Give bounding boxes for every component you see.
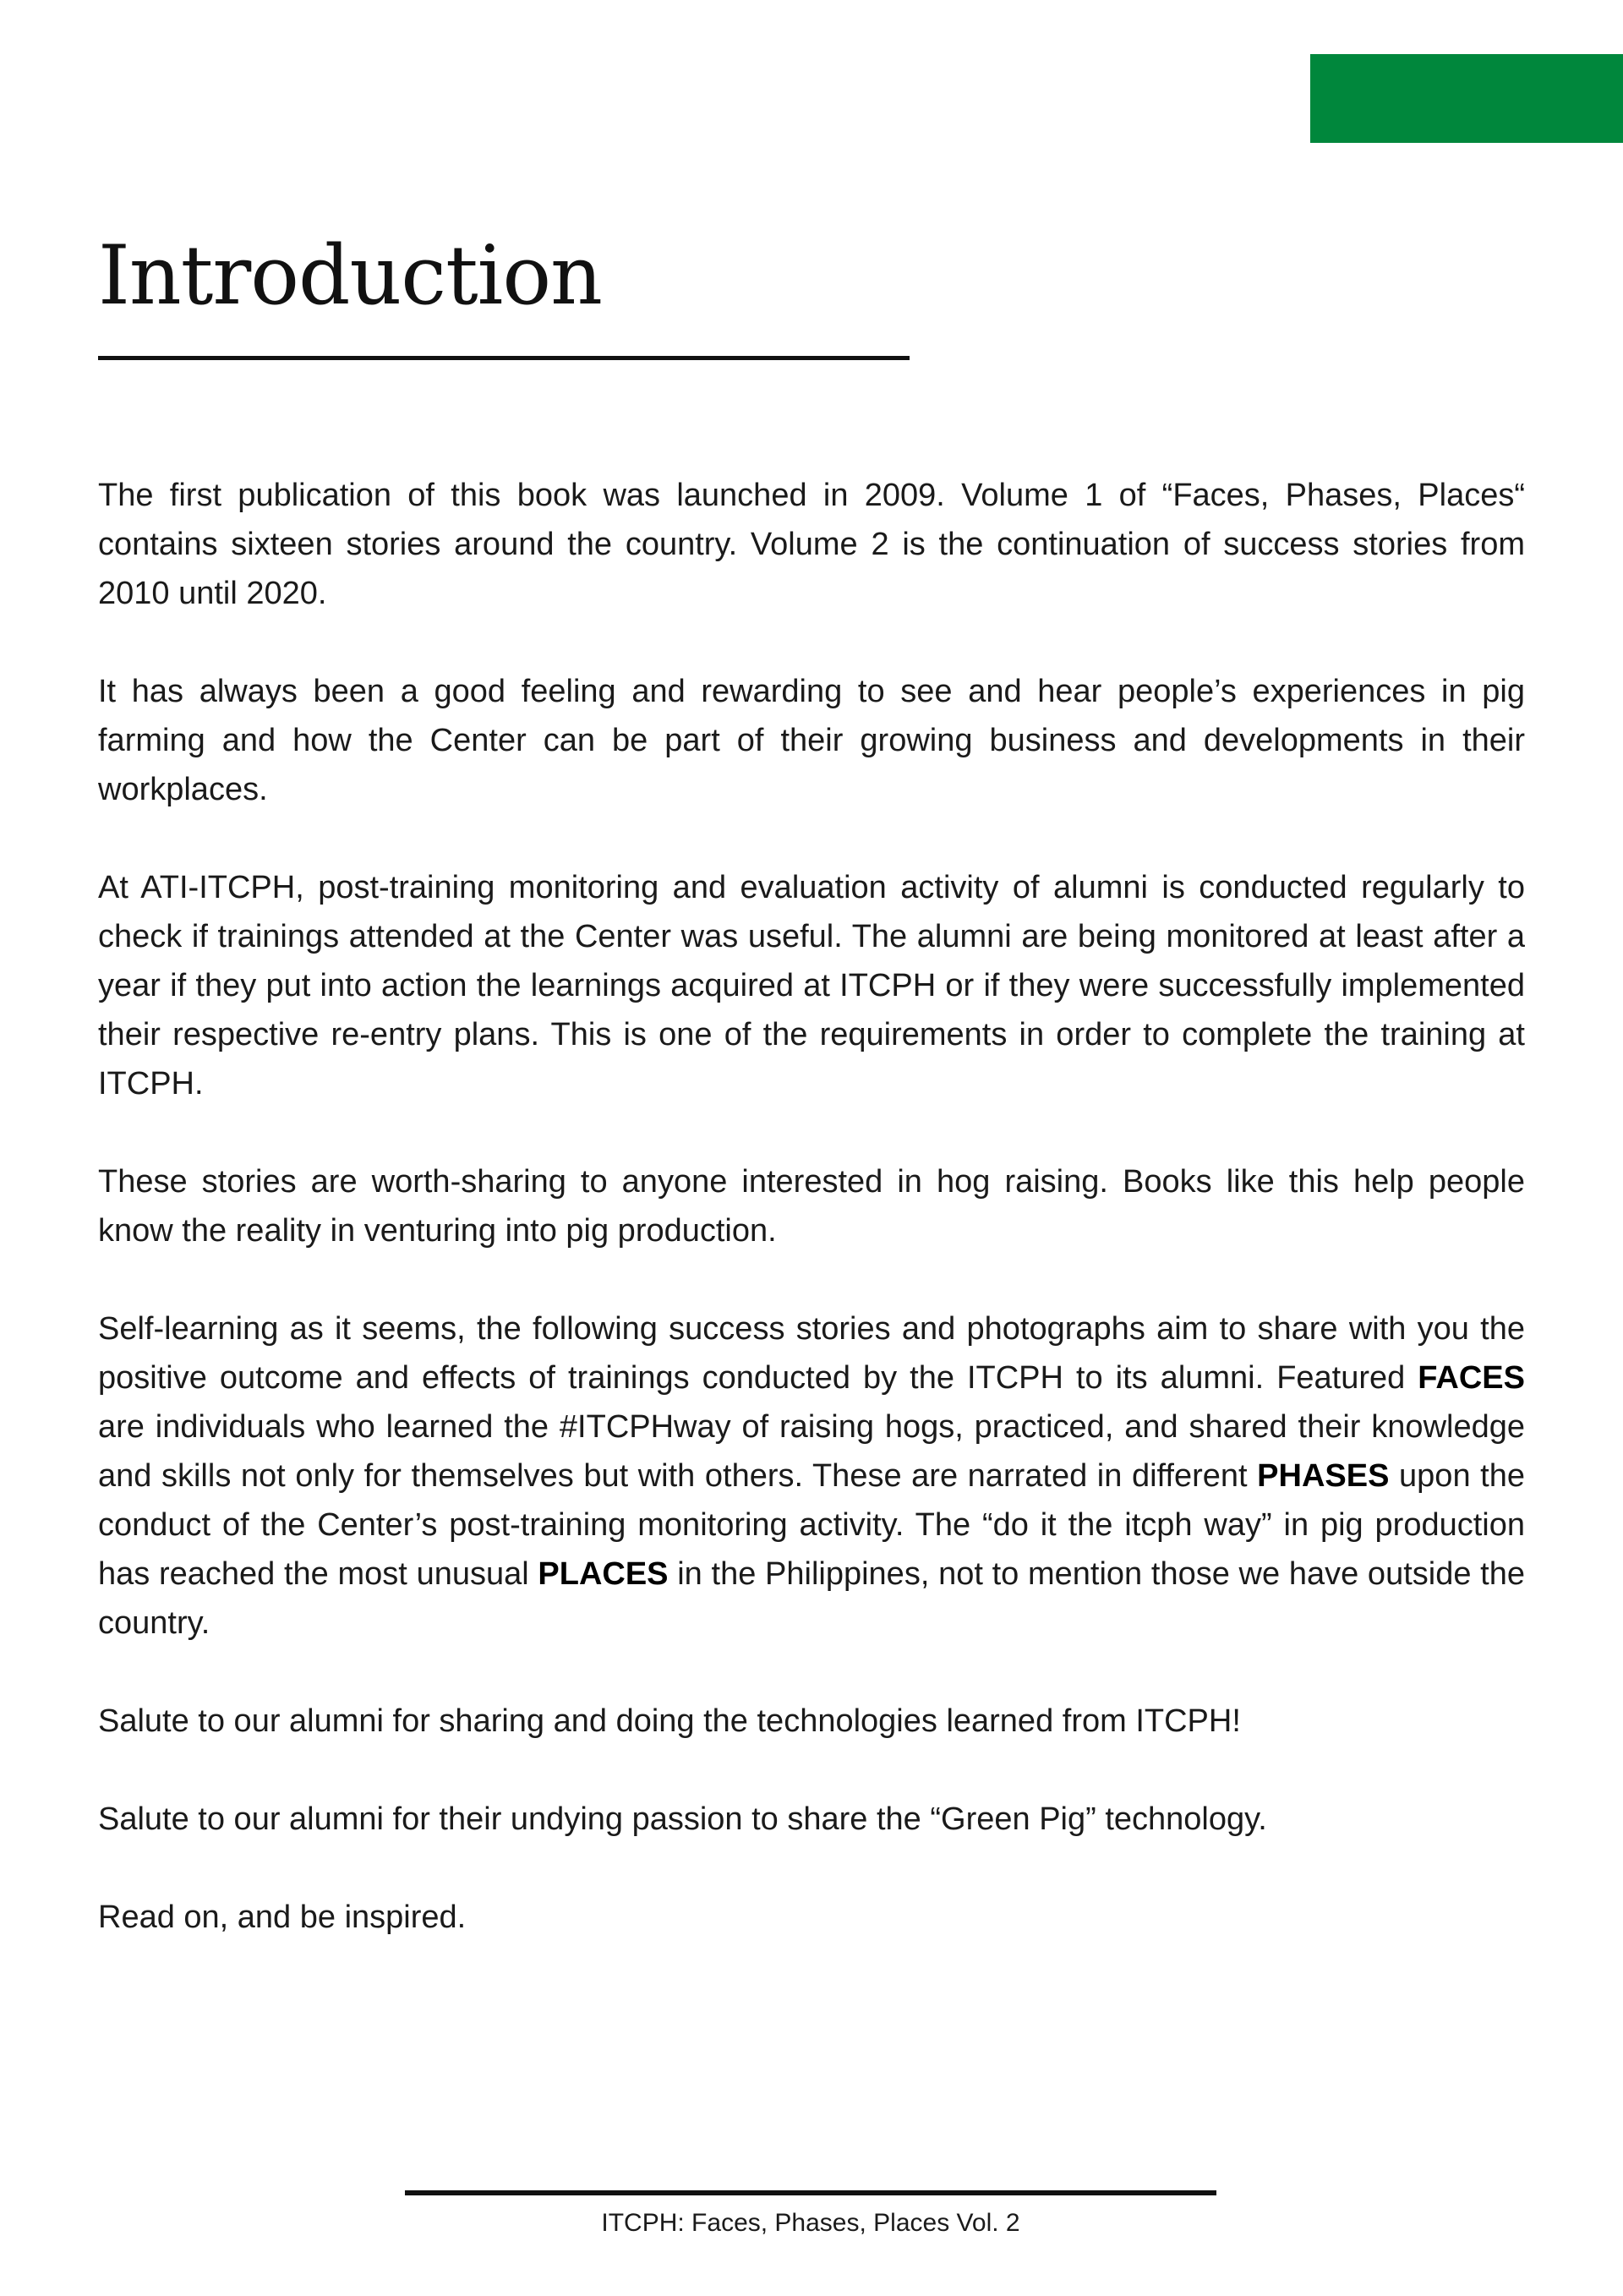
footer-book-title: ITCPH: Faces, Phases, Places Vol. 2 (601, 2209, 1020, 2237)
introduction-body (98, 471, 1525, 1942)
paragraph-faces-phases-places (98, 1304, 1525, 1648)
p5-text-3: upon the conduct of the Center’s post-training monitoring activity. The “do it the itcph way” in pig production has reached the most unusual (98, 1458, 1525, 1592)
paragraph-good-feeling: It has always been a good feeling and rewarding to see and hear people’s experiences in pig farming and how the Center can be part of their growing business and developments in their workplaces. (98, 674, 1525, 807)
green-corner-tab (1310, 54, 1623, 143)
p5-text-1: Self-learning as it seems, the following success stories and photographs aim to share with you the positive outcome and effects of trainings conducted by the ITCPH to its alumni. Featured (98, 1311, 1525, 1396)
paragraph-salute-passion: Salute to our alumni for their undying passion to share the “Green Pig” technology. (98, 1801, 1267, 1837)
p5-text-4: in the Philippines, not to mention those we have outside the country. (98, 1556, 1525, 1641)
footer-rule (405, 2190, 1216, 2195)
faces-keyword: FACES (1418, 1360, 1525, 1396)
phases-keyword: PHASES (1257, 1458, 1390, 1494)
paragraph-monitoring: At ATI-ITCPH, post-training monitoring and evaluation activity of alumni is conducted regularly to check if trainings attended at the Center was useful. The alumni are being monitored at least after a year if they put into action the learnings acquired at ITCPH or if they were successfully implemented their respective re-entry plans. This is one of the requirements in order to complete the training at ITCPH. (98, 870, 1525, 1102)
paragraph-read-on: Read on, and be inspired. (98, 1900, 467, 1935)
paragraph-first-publication: The first publication of this book was launched in 2009. Volume 1 of “Faces, Phases, Places“ contains sixteen stories around the country. Volume 2 is the continuation of success stories from 2010 until 2020. (98, 478, 1525, 611)
paragraph-worth-sharing: These stories are worth-sharing to anyone interested in hog raising. Books like this help people know the reality in venturing into pig production. (98, 1164, 1525, 1249)
page-title: Introduction (98, 228, 602, 323)
places-keyword: PLACES (538, 1556, 669, 1592)
paragraph-salute-sharing: Salute to our alumni for sharing and doing the technologies learned from ITCPH! (98, 1703, 1241, 1739)
p5-text-2: are individuals who learned the #ITCPHway of raising hogs, practiced, and shared their knowledge and skills not only for themselves but with others. These are narrated in different (98, 1409, 1525, 1494)
title-underline (98, 356, 910, 360)
